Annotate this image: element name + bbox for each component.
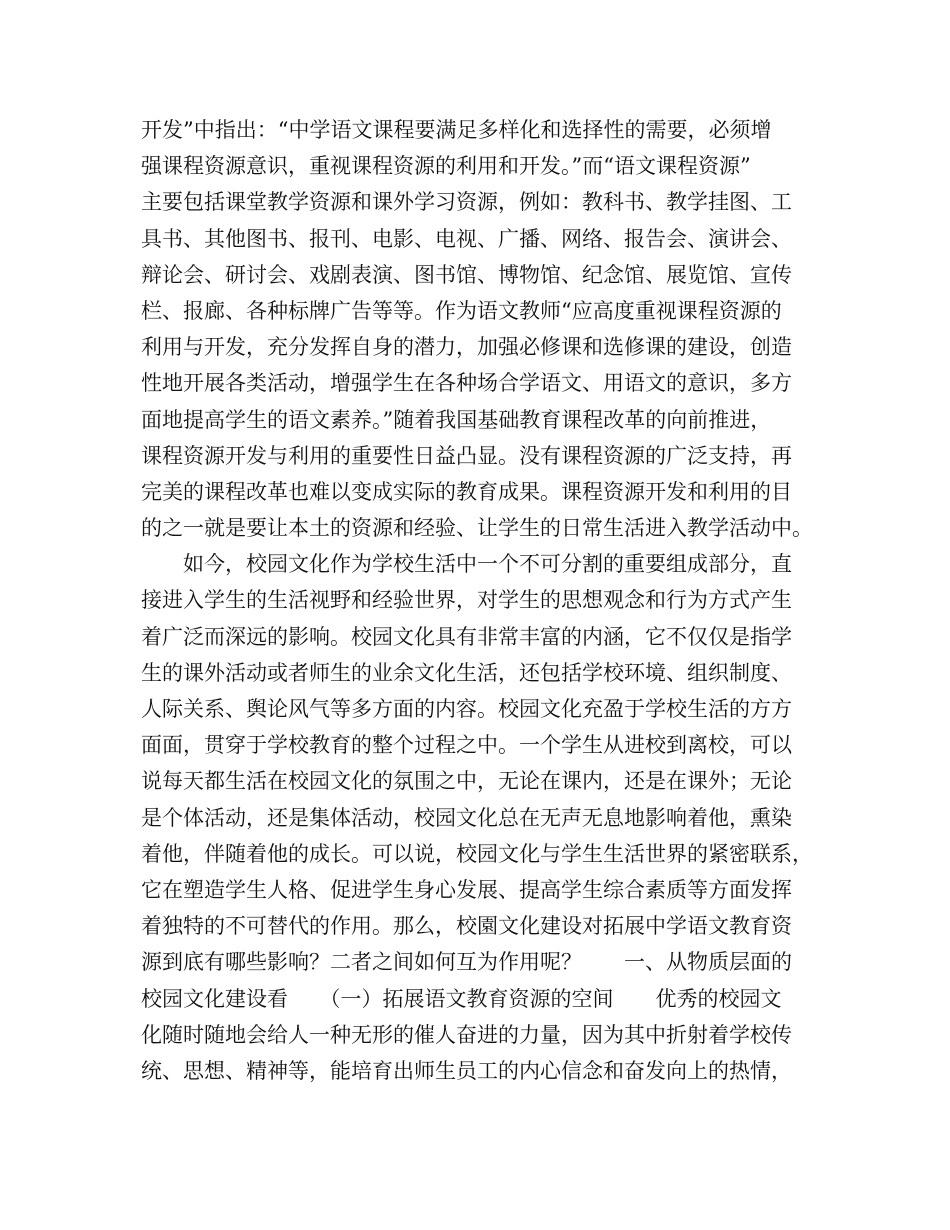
text-line: 接进入学生的生活视野和经验世界，对学生的思想观念和行为方式产生 — [141, 588, 792, 613]
text-line: 统、思想、精神等，能培育出师生员工的内心信念和奋发向上的热情， — [141, 1058, 792, 1083]
text-line: 栏、报廊、各种标牌广告等等。作为语文教师“应高度重视课程资源的 — [141, 298, 782, 323]
text-line: 校园文化建设看 （一）拓展语文教育资源的空间 优秀的校园文 — [141, 986, 782, 1011]
text-line: 化随时随地会给人一种无形的催人奋进的力量，因为其中折射着学校传 — [141, 1022, 792, 1047]
text-line: 面面，贯穿于学校教育的整个过程之中。一个学生从进校到离校，可以 — [141, 733, 792, 758]
text-line: 如今，校园文化作为学校生活中一个不可分割的重要组成部分，直 — [141, 552, 792, 577]
text-line: 课程资源开发与利用的重要性日益凸显。没有课程资源的广泛支持，再 — [141, 443, 792, 468]
text-line: 它在塑造学生人格、促进学生身心发展、提高学生综合素质等方面发挥 — [141, 877, 792, 902]
text-line: 着他，伴随着他的成长。可以说，校园文化与学生生活世界的紧密联系， — [141, 841, 813, 866]
text-line: 源到底有哪些影响？二者之间如何互为作用呢？ 一、从物质层面的 — [141, 950, 792, 975]
text-line: 着广泛而深远的影响。校园文化具有非常丰富的内涵，它不仅仅是指学 — [141, 624, 792, 649]
text-line: 是个体活动，还是集体活动，校园文化总在无声无息地影响着他，熏染 — [141, 805, 792, 830]
text-line: 具书、其他图书、报刊、电影、电视、广播、网络、报告会、演讲会、 — [141, 226, 792, 251]
text-line: 着独特的不可替代的作用。那么，校園文化建设对拓展中学语文教育资 — [141, 914, 792, 939]
text-line: 主要包括课堂教学资源和课外学习资源，例如：教科书、教学挂图、工 — [141, 190, 792, 215]
text-line: 强课程资源意识，重视课程资源的利用和开发。”而“语文课程资源” — [141, 154, 751, 179]
text-line: 说每天都生活在校园文化的氛围之中，无论在课内，还是在课外；无论 — [141, 769, 792, 794]
text-line: 的之一就是要让本土的资源和经验、让学生的日常生活进入教学活动中。 — [141, 516, 813, 541]
text-line: 完美的课程改革也难以变成实际的教育成果。课程资源开发和利用的目 — [141, 479, 792, 504]
text-line: 辩论会、研讨会、戏剧表演、图书馆、博物馆、纪念馆、展览馆、宣传 — [141, 262, 792, 287]
text-line: 生的课外活动或者师生的业余文化生活，还包括学校环境、组织制度、 — [141, 660, 792, 685]
text-line: 性地开展各类活动，增强学生在各种场合学语文、用语文的意识，多方 — [141, 371, 792, 396]
text-line: 利用与开发，充分发挥自身的潜力，加强必修课和选修课的建设，创造 — [141, 335, 792, 360]
text-line: 开发”中指出：“中学语文课程要满足多样化和选择性的需要，必须增 — [141, 118, 772, 142]
text-line: 面地提高学生的语文素养。”随着我国基础教育课程改革的向前推进， — [141, 407, 772, 432]
text-line: 人际关系、舆论风气等多方面的内容。校园文化充盈于学校生活的方方 — [141, 697, 792, 721]
body-text — [141, 112, 831, 1089]
